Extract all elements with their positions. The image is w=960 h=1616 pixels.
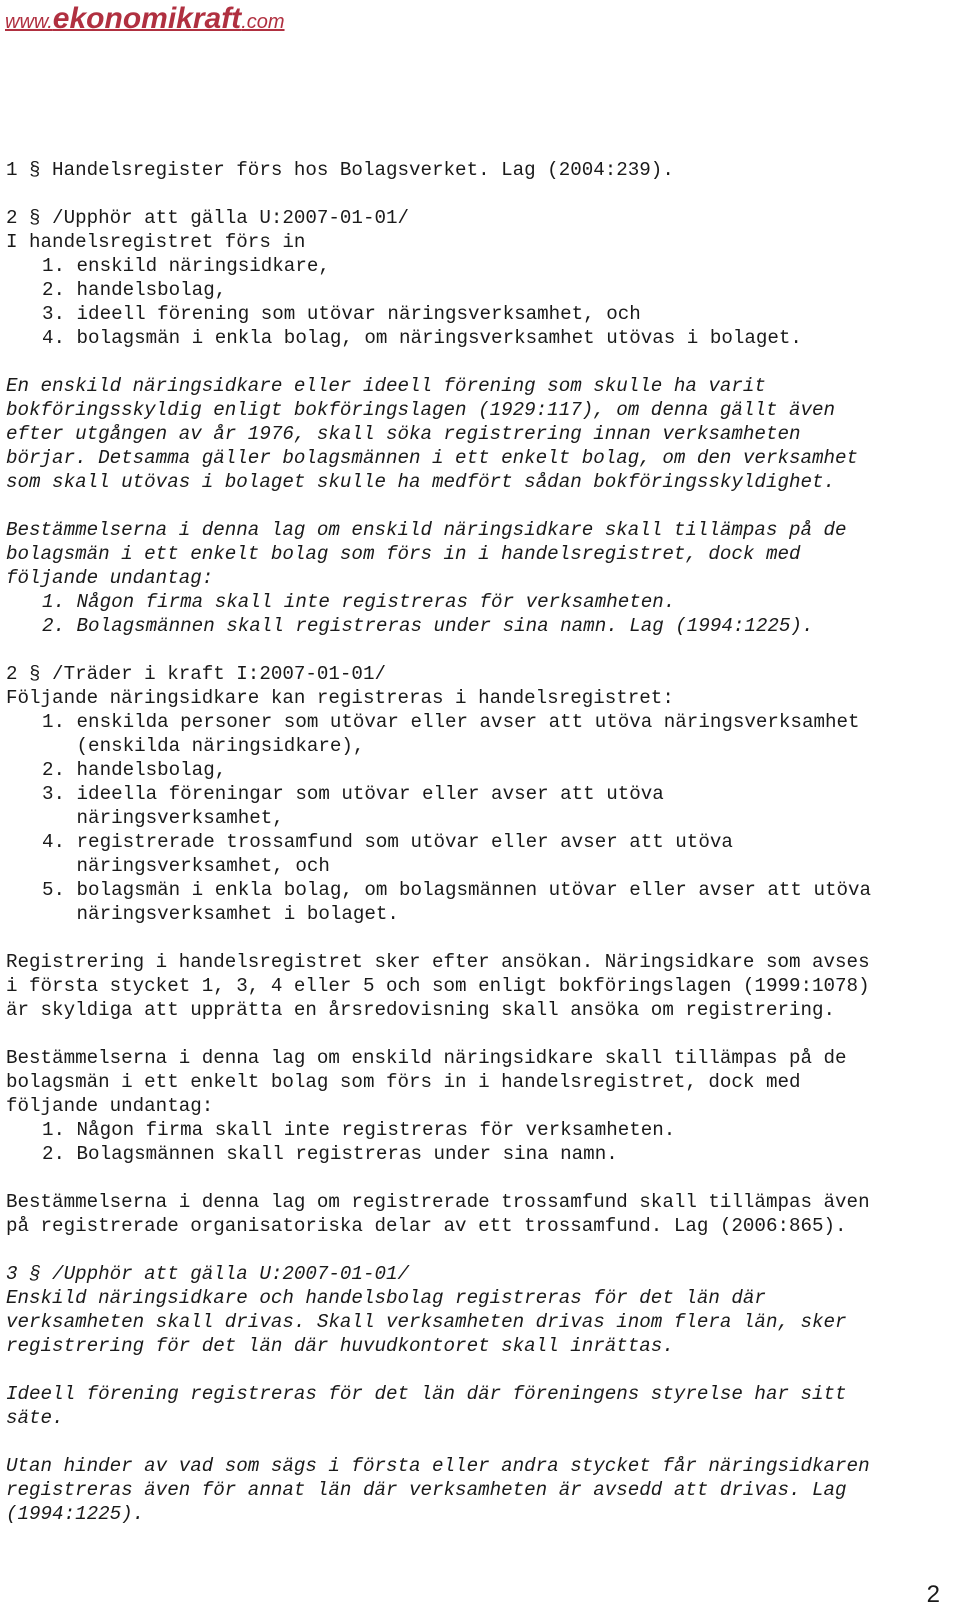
paragraph <box>6 950 958 1022</box>
text-line: 2 § /Upphör att gälla U:2007-01-01/ <box>6 207 410 229</box>
text-line: 2 § /Träder i kraft I:2007-01-01/ <box>6 663 386 685</box>
site-link-www: www. <box>5 11 53 33</box>
list-item: 3. ideell förening som utövar näringsverksamhet, och <box>42 303 641 325</box>
list-item: 2. Bolagsmännen skall registreras under sina namn. Lag (1994:1225). <box>42 615 814 637</box>
paragraph-gap <box>6 638 958 662</box>
paragraph <box>6 158 958 182</box>
text-line: efter utgången av år 1976, skall söka registrering innan verksamheten <box>6 423 801 445</box>
list-item: 1. enskild näringsidkare, <box>42 255 330 277</box>
paragraph <box>6 662 958 926</box>
text-line: verksamheten skall drivas. Skall verksamheten drivas inom flera län, sker <box>6 1311 847 1333</box>
paragraph <box>6 1190 958 1238</box>
paragraph <box>6 1454 958 1526</box>
site-link-brand: ekonomikraft <box>52 2 242 35</box>
list-item: 2. handelsbolag, <box>42 759 227 781</box>
text-line: i första stycket 1, 3, 4 eller 5 och som enligt bokföringslagen (1999:1078) <box>6 975 870 997</box>
list-item: 4. registrerade trossamfund som utövar eller avser att utöva <box>42 831 733 853</box>
text-line: En enskild näringsidkare eller ideell förening som skulle ha varit <box>6 375 766 397</box>
text-line: är skyldiga att upprätta en årsredovisning skall ansöka om registrering. <box>6 999 836 1021</box>
paragraph-gap <box>6 926 958 950</box>
document-body <box>6 158 958 1526</box>
text-line: Ideell förening registreras för det län där föreningens styrelse har sitt <box>6 1383 847 1405</box>
paragraph <box>6 206 958 350</box>
text-line: (1994:1225). <box>6 1503 145 1525</box>
text-line: 1 § Handelsregister förs hos Bolagsverket. Lag (2004:239). <box>6 159 674 181</box>
list-item: 2. Bolagsmännen skall registreras under sina namn. <box>42 1143 618 1165</box>
paragraph-gap <box>6 494 958 518</box>
paragraph-gap <box>6 1022 958 1046</box>
site-link[interactable] <box>5 3 285 38</box>
text-line: registreras även för annat län där verksamheten är avsedd att drivas. Lag <box>6 1479 847 1501</box>
list-item: näringsverksamhet, <box>42 807 284 829</box>
text-line: Bestämmelserna i denna lag om enskild näringsidkare skall tillämpas på de <box>6 519 847 541</box>
text-line: Följande näringsidkare kan registreras i handelsregistret: <box>6 687 674 709</box>
text-line: 3 § /Upphör att gälla U:2007-01-01/ <box>6 1263 410 1285</box>
list-item: 3. ideella föreningar som utövar eller avser att utöva <box>42 783 664 805</box>
site-link-tld: .com <box>241 11 285 33</box>
paragraph <box>6 374 958 494</box>
text-line: bolagsmän i ett enkelt bolag som förs in i handelsregistret, dock med <box>6 543 801 565</box>
text-line: säte. <box>6 1407 64 1429</box>
paragraph-gap <box>6 1358 958 1382</box>
paragraph <box>6 1262 958 1358</box>
paragraph-gap <box>6 182 958 206</box>
paragraph <box>6 1046 958 1166</box>
text-line: registrering för det län där huvudkontoret skall inrättas. <box>6 1335 674 1357</box>
page-number: 2 <box>926 1581 940 1608</box>
text-line: Utan hinder av vad som sägs i första eller andra stycket får näringsidkaren <box>6 1455 870 1477</box>
text-line: I handelsregistret förs in <box>6 231 306 253</box>
paragraph-gap <box>6 1430 958 1454</box>
list-item: 4. bolagsmän i enkla bolag, om näringsverksamhet utövas i bolaget. <box>42 327 802 349</box>
text-line: bokföringsskyldig enligt bokföringslagen (1929:117), om denna gällt även <box>6 399 836 421</box>
text-line: Enskild näringsidkare och handelsbolag registreras för det län där <box>6 1287 766 1309</box>
text-line: bolagsmän i ett enkelt bolag som förs in i handelsregistret, dock med <box>6 1071 801 1093</box>
list-item: 1. Någon firma skall inte registreras för verksamheten. <box>42 1119 676 1141</box>
text-line: på registrerade organisatoriska delar av ett trossamfund. Lag (2006:865). <box>6 1215 847 1237</box>
text-line: som skall utövas i bolaget skulle ha medfört sådan bokföringsskyldighet. <box>6 471 836 493</box>
list-item: 1. Någon firma skall inte registreras för verksamheten. <box>42 591 676 613</box>
list-item: 2. handelsbolag, <box>42 279 227 301</box>
paragraph-gap <box>6 1238 958 1262</box>
text-line: följande undantag: <box>6 567 214 589</box>
text-line: Registrering i handelsregistret sker efter ansökan. Näringsidkare som avses <box>6 951 870 973</box>
text-line: Bestämmelserna i denna lag om enskild näringsidkare skall tillämpas på de <box>6 1047 847 1069</box>
text-line: följande undantag: <box>6 1095 214 1117</box>
list-item: näringsverksamhet i bolaget. <box>42 903 399 925</box>
paragraph-gap <box>6 350 958 374</box>
paragraph-gap <box>6 1166 958 1190</box>
list-item: näringsverksamhet, och <box>42 855 330 877</box>
list-item: (enskilda näringsidkare), <box>42 735 365 757</box>
paragraph <box>6 1382 958 1430</box>
list-item: 1. enskilda personer som utövar eller avser att utöva näringsverksamhet <box>42 711 860 733</box>
paragraph <box>6 518 958 638</box>
text-line: börjar. Detsamma gäller bolagsmännen i ett enkelt bolag, om den verksamhet <box>6 447 859 469</box>
text-line: Bestämmelserna i denna lag om registrerade trossamfund skall tillämpas även <box>6 1191 870 1213</box>
list-item: 5. bolagsmän i enkla bolag, om bolagsmännen utövar eller avser att utöva <box>42 879 872 901</box>
